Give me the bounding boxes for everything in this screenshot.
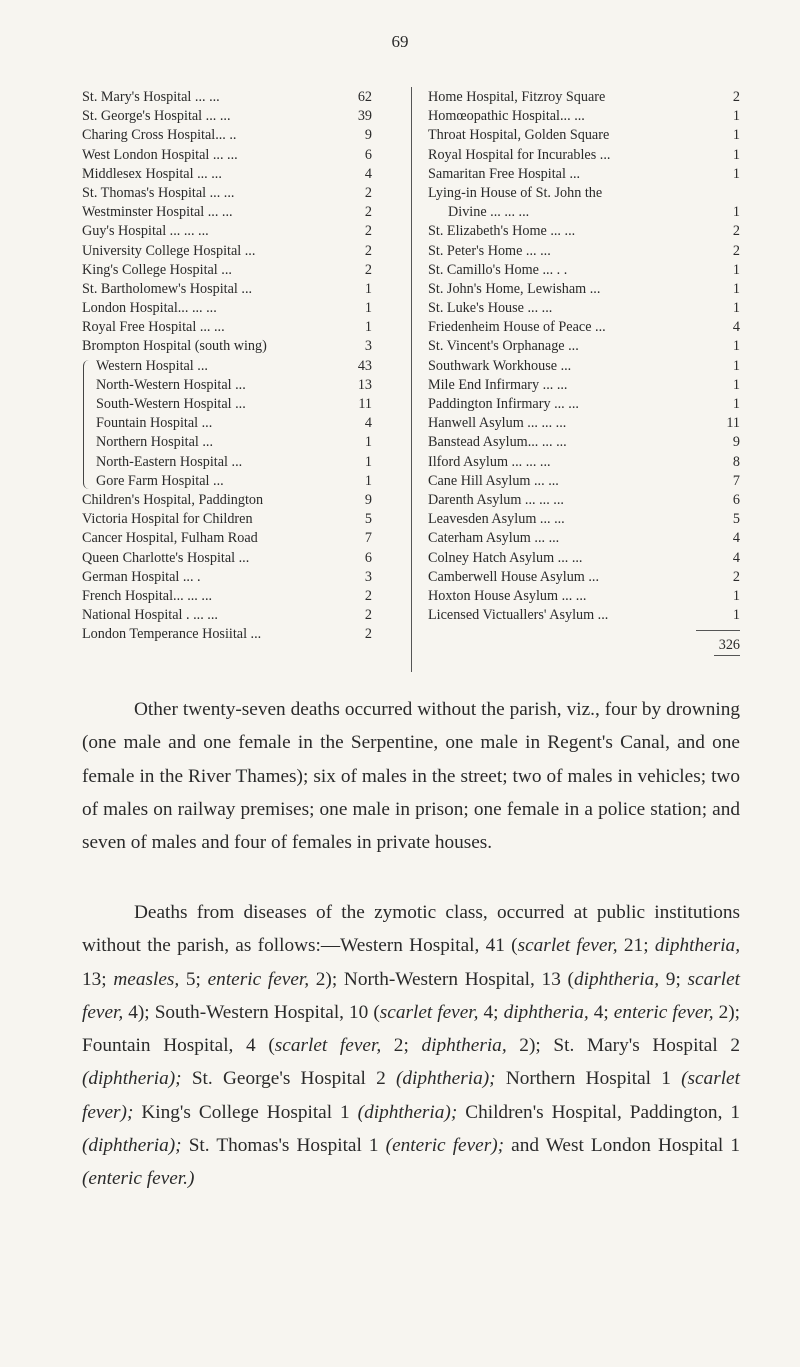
institution-row	[428, 337, 740, 356]
institution-name: Divine ... ... ...	[448, 204, 530, 221]
death-count: 2	[364, 626, 372, 643]
institution-name: North-Eastern Hospital ...	[96, 453, 243, 470]
institution-row	[428, 299, 740, 318]
total-deaths: 326	[718, 637, 740, 654]
death-count: 6	[364, 549, 372, 566]
text-run: King's College Hospital 1	[133, 1101, 358, 1123]
institution-name: St. Vincent's Orphanage ...	[428, 338, 579, 355]
disease-name: diphtheria,	[503, 1001, 589, 1023]
death-count: 2	[364, 242, 372, 259]
institution-name: Paddington Infirmary ... ...	[428, 396, 579, 412]
disease-name: scarlet fever,	[274, 1035, 382, 1057]
death-count: 1	[732, 300, 740, 317]
institution-name: North-Western Hospital ...	[96, 376, 246, 393]
institution-row	[82, 337, 372, 356]
death-count: 4	[364, 165, 372, 182]
institution-row	[82, 261, 372, 280]
institution-name: Middlesex Hospital ... ...	[82, 165, 222, 182]
institution-row	[428, 261, 740, 280]
text-run: 2); North-Western Hospital, 13 (	[309, 968, 574, 990]
death-count: 1	[364, 434, 372, 451]
death-count: 1	[732, 376, 740, 393]
disease-name: diphtheria,	[421, 1035, 507, 1057]
death-count: 11	[358, 396, 372, 412]
right-institution-list	[428, 88, 740, 656]
institution-row	[428, 165, 740, 184]
text-run: and West London Hospital 1	[504, 1135, 741, 1157]
institution-row	[82, 625, 372, 644]
institution-name: St. Peter's Home ... ...	[428, 242, 551, 259]
text-run: 2;	[381, 1035, 422, 1057]
death-count: 6	[364, 146, 372, 163]
disease-name: (enteric fever);	[385, 1135, 505, 1157]
institution-name: Samaritan Free Hospital ...	[428, 165, 581, 182]
disease-name: (diphtheria);	[82, 1135, 182, 1157]
death-count: 2	[364, 607, 372, 624]
text-run: St. George's Hospital 2	[181, 1068, 396, 1090]
institution-name: Royal Hospital for Incurables ...	[428, 146, 611, 163]
death-count: 62	[357, 89, 372, 105]
death-count: 2	[364, 587, 372, 604]
death-count: 9	[732, 434, 740, 451]
death-count: 4	[732, 319, 740, 336]
institution-name: Banstead Asylum... ... ...	[428, 434, 567, 451]
death-count: 2	[732, 568, 740, 585]
text-run: 4;	[478, 1001, 504, 1023]
institution-name: Throat Hospital, Golden Square	[428, 127, 610, 144]
death-count: 3	[364, 338, 372, 355]
institution-row	[428, 414, 740, 433]
institution-name: Mile End Infirmary ... ...	[428, 376, 568, 393]
institution-row	[428, 184, 740, 203]
institution-name: French Hospital... ... ...	[82, 587, 213, 604]
institution-name: Darenth Asylum ... ... ...	[428, 491, 564, 508]
institution-row	[82, 280, 372, 299]
institution-row	[428, 376, 740, 395]
text-run: 13;	[82, 968, 114, 990]
institution-name: King's College Hospital ...	[82, 261, 232, 278]
institution-row	[428, 280, 740, 299]
death-count: 1	[732, 587, 740, 604]
death-count: 6	[732, 491, 740, 508]
death-count: 2	[732, 242, 740, 259]
institution-name: Queen Charlotte's Hospital ...	[82, 549, 250, 566]
institution-row	[428, 318, 740, 337]
institution-row	[82, 165, 372, 184]
grouping-brace	[83, 360, 92, 489]
disease-name: (diphtheria);	[82, 1068, 182, 1090]
institution-row	[82, 433, 372, 452]
institution-name: Caterham Asylum ... ...	[428, 530, 560, 547]
text-run: Deaths from diseases of the zymotic class, occurred at public institutions without the parish, as follows:—Western Hospital, 41 (	[82, 902, 740, 957]
disease-name: measles,	[113, 968, 180, 990]
death-count: 1	[732, 261, 740, 278]
disease-name: enteric fever,	[207, 968, 310, 990]
institution-row	[428, 433, 740, 452]
death-count: 1	[732, 338, 740, 355]
disease-name: (scarlet fever);	[82, 1068, 740, 1123]
death-count: 2	[364, 261, 372, 278]
disease-name: (enteric fever.)	[82, 1168, 195, 1190]
institution-row	[82, 606, 372, 625]
institution-row	[428, 222, 740, 241]
institution-row	[82, 587, 372, 606]
text-run: 21;	[617, 935, 655, 957]
institution-row	[82, 203, 372, 222]
institution-row	[428, 453, 740, 472]
institution-row	[82, 376, 372, 395]
institution-row	[82, 222, 372, 241]
text-run: St. Thomas's Hospital 1	[181, 1135, 386, 1157]
text-run: 5;	[179, 968, 208, 990]
death-count: 1	[732, 357, 740, 374]
institution-name: West London Hospital ... ...	[82, 146, 238, 163]
institution-name: Home Hospital, Fitzroy Square	[428, 89, 606, 105]
institution-row	[82, 491, 372, 510]
institution-name: St. John's Home, Lewisham ...	[428, 280, 601, 297]
disease-name: scarlet fever,	[517, 935, 618, 957]
institution-name: Royal Free Hospital ... ...	[82, 319, 225, 336]
institution-row	[82, 318, 372, 337]
institution-row	[82, 549, 372, 568]
death-count: 1	[732, 127, 740, 144]
disease-name: (diphtheria);	[357, 1101, 458, 1123]
institution-row	[82, 88, 372, 107]
institution-name: Camberwell House Asylum ...	[428, 568, 600, 585]
institution-name: St. Bartholomew's Hospital ...	[82, 280, 253, 297]
institution-name: Friedenheim House of Peace ...	[428, 319, 606, 336]
institution-row	[428, 107, 740, 126]
institution-row	[428, 549, 740, 568]
institution-row	[428, 203, 740, 222]
institution-name: Westminster Hospital ... ...	[82, 204, 233, 221]
institution-name: National Hospital . ... ...	[82, 607, 218, 624]
institution-name: St. Luke's House ... ...	[428, 300, 553, 317]
institution-row	[82, 146, 372, 165]
institution-name: St. Thomas's Hospital ... ...	[82, 184, 235, 201]
death-count: 2	[364, 184, 372, 201]
institution-name: Western Hospital ...	[96, 357, 208, 374]
death-count: 11	[726, 415, 740, 432]
institution-name: Lying-in House of St. John the	[428, 184, 603, 201]
death-count: 5	[364, 511, 372, 528]
institution-row	[82, 299, 372, 318]
death-count: 1	[732, 280, 740, 297]
institution-row	[82, 184, 372, 203]
institution-name: St. Camillo's Home ... . .	[428, 261, 568, 278]
institution-name: St. George's Hospital ... ...	[82, 108, 231, 125]
institution-row	[82, 510, 372, 529]
disease-name: scarlet fever,	[82, 968, 740, 1023]
institution-name: Licensed Victuallers' Asylum ...	[428, 607, 609, 624]
death-count: 1	[732, 204, 740, 221]
death-count: 9	[364, 127, 372, 144]
paragraph-other-deaths	[82, 693, 740, 859]
institution-name: Guy's Hospital ... ... ...	[82, 223, 209, 240]
disease-name: enteric fever,	[613, 1001, 714, 1023]
death-count: 1	[364, 319, 372, 336]
death-count: 1	[364, 472, 372, 489]
death-count: 7	[732, 472, 740, 489]
text-run: 2); Fountain Hospital, 4 (	[82, 1001, 741, 1057]
institution-name: Northern Hospital ...	[96, 434, 214, 451]
death-count: 1	[732, 108, 740, 125]
institution-name: St. Mary's Hospital ... ...	[82, 89, 220, 105]
death-count: 43	[357, 357, 372, 374]
disease-name: (diphtheria);	[395, 1068, 496, 1090]
paragraph-1-text: Other twenty-seven deaths occurred without the parish, viz., four by drowning (one male and one female in the Serpentine, one male in Regent's Canal, and one female in the River Thames); six of males in the street; two of males in vehicles; two of males on railway premises; one male in prison; one female in a police station; and seven of males and four of females in private houses.	[82, 699, 740, 854]
paragraph-zymotic-deaths	[82, 896, 740, 1196]
institution-row	[428, 146, 740, 165]
institution-name: Leavesden Asylum ... ...	[428, 511, 565, 528]
text-run: Northern Hospital 1	[495, 1068, 682, 1090]
total-rule	[696, 630, 740, 631]
institution-name: Gore Farm Hospital ...	[96, 472, 224, 489]
death-count: 1	[732, 165, 740, 182]
institution-row	[428, 357, 740, 376]
institution-name: St. Elizabeth's Home ... ...	[428, 223, 576, 240]
text-run: 4;	[588, 1001, 614, 1023]
institution-name: Ilford Asylum ... ... ...	[428, 453, 551, 470]
paragraph-2-text	[82, 896, 740, 1196]
institution-row	[428, 568, 740, 587]
institution-row	[82, 529, 372, 548]
disease-name: diphtheria,	[654, 935, 741, 957]
text-run: 9;	[659, 968, 688, 990]
death-count: 8	[732, 453, 740, 470]
institution-row	[82, 568, 372, 587]
institution-name: London Hospital... ... ...	[82, 300, 217, 317]
death-count: 9	[364, 491, 372, 508]
institution-name: Southwark Workhouse ...	[428, 357, 572, 374]
column-divider	[411, 87, 412, 672]
institution-row	[82, 107, 372, 126]
institution-name: Fountain Hospital ...	[96, 415, 213, 432]
death-count: 2	[364, 223, 372, 240]
death-count: 4	[732, 549, 740, 566]
death-count: 13	[357, 376, 372, 393]
death-count: 7	[364, 530, 372, 547]
total-underline	[714, 655, 740, 656]
disease-name: diphtheria,	[573, 968, 660, 990]
institution-row	[428, 587, 740, 606]
institution-row	[428, 395, 740, 414]
institution-name: University College Hospital ...	[82, 242, 256, 259]
text-run: 2); St. Mary's Hospital 2	[506, 1035, 741, 1057]
death-count: 1	[364, 453, 372, 470]
death-count: 1	[732, 396, 740, 412]
institution-name: South-Western Hospital ...	[96, 396, 246, 412]
death-count: 2	[732, 89, 740, 105]
death-count: 1	[732, 146, 740, 163]
institution-row	[428, 606, 740, 625]
institution-row	[428, 242, 740, 261]
page-number: 69	[391, 32, 409, 51]
institution-name: Hanwell Asylum ... ... ...	[428, 415, 567, 432]
institution-row	[428, 472, 740, 491]
institution-name: German Hospital ... .	[82, 568, 201, 585]
disease-name: scarlet fever,	[379, 1001, 479, 1023]
death-count: 2	[364, 204, 372, 221]
institution-name: Hoxton House Asylum ... ...	[428, 587, 587, 604]
institution-row	[82, 395, 372, 414]
institution-row	[82, 242, 372, 261]
institution-name: Cancer Hospital, Fulham Road	[82, 530, 258, 547]
death-count: 4	[364, 415, 372, 432]
institution-row	[428, 510, 740, 529]
institution-row	[82, 126, 372, 145]
death-count: 1	[364, 300, 372, 317]
institution-name: London Temperance Hosiital ...	[82, 626, 262, 643]
institution-name: Homœopathic Hospital... ...	[428, 108, 585, 125]
text-run: 4); South-Western Hospital, 10 (	[123, 1001, 380, 1023]
institution-name: Cane Hill Asylum ... ...	[428, 472, 559, 489]
institution-name: Victoria Hospital for Children	[82, 511, 253, 528]
death-count: 2	[732, 223, 740, 240]
institution-row	[82, 357, 372, 376]
institution-row	[82, 472, 372, 491]
institution-name: Children's Hospital, Paddington	[82, 491, 264, 508]
death-count: 5	[732, 511, 740, 528]
death-count: 4	[732, 530, 740, 547]
left-institution-list	[82, 88, 372, 644]
institution-row	[82, 414, 372, 433]
text-run: Children's Hospital, Paddington, 1	[457, 1101, 740, 1123]
death-count: 1	[364, 280, 372, 297]
death-count: 1	[732, 607, 740, 624]
institution-row	[82, 453, 372, 472]
institution-row	[428, 88, 740, 107]
institution-name: Charing Cross Hospital... ..	[82, 127, 237, 144]
institution-name: Brompton Hospital (south wing)	[82, 338, 267, 355]
death-count: 3	[364, 568, 372, 585]
death-count: 39	[357, 108, 372, 125]
institution-row	[428, 529, 740, 548]
institution-name: Colney Hatch Asylum ... ...	[428, 549, 583, 566]
institution-row	[428, 491, 740, 510]
institution-row	[428, 126, 740, 145]
